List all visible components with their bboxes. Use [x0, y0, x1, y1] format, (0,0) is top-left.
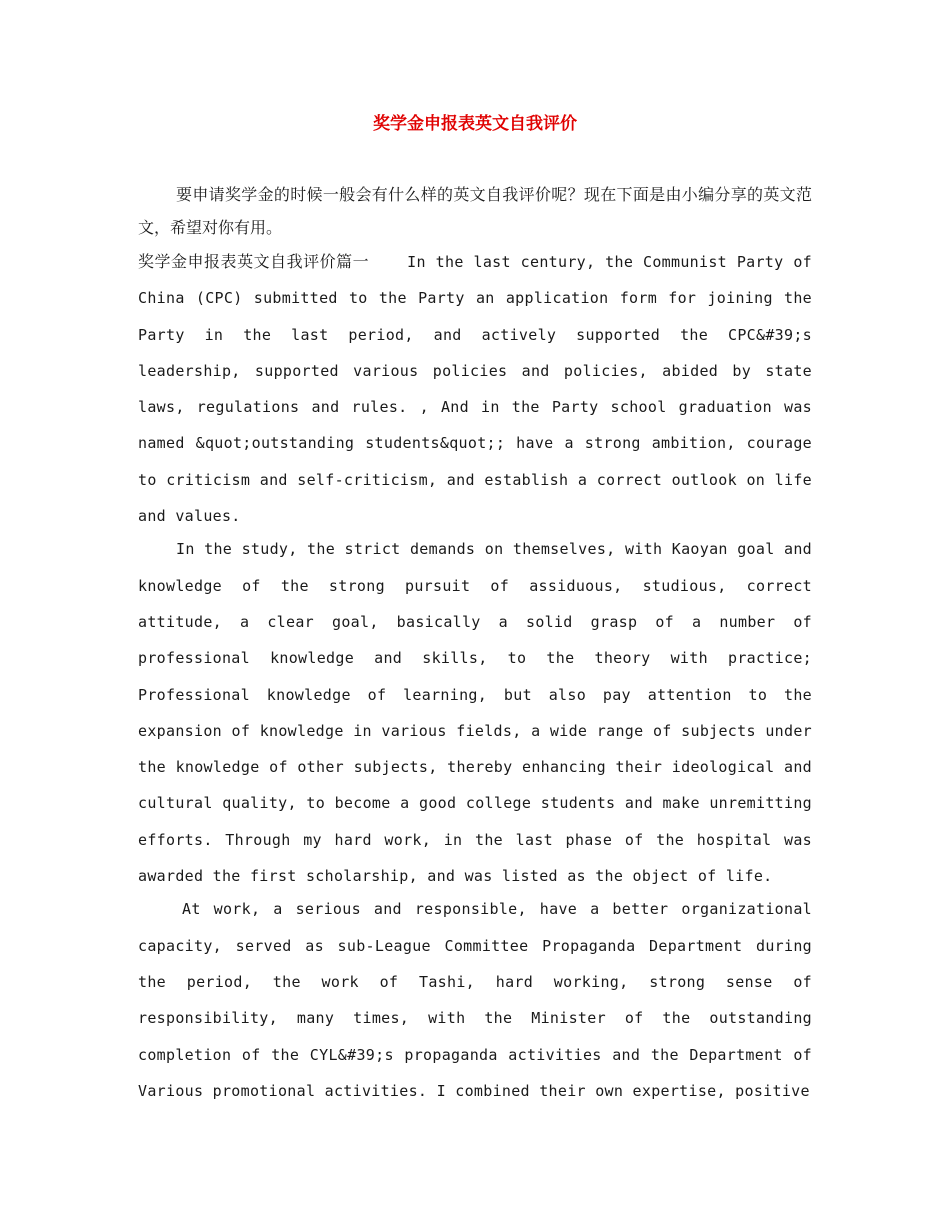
intro-paragraph: 要申请奖学金的时候一般会有什么样的英文自我评价呢？现在下面是由小编分享的英文范文，希望对你有用。: [138, 185, 812, 237]
body-paragraph-2: In the study, the strict demands on themselves, with Kaoyan goal and knowledge of the strong pursuit of assiduous, studious, correct attitude, a clear goal, basically a solid grasp of a number of professional knowledge and skills, to the theory with practice; Professional knowledge of learning, but also pay attention to the expansion of knowledge in various fields, a wide range of subjects under the knowledge of other subjects, thereby enhancing their ideological and cultural quality, to become a good college students and make unremitting efforts. Through my hard work, in the last phase of the hospital was awarded the first scholarship, and was listed as the object of life.: [138, 540, 812, 886]
document-title: 奖学金申报表英文自我评价: [373, 114, 577, 134]
section-heading: 奖学金申报表英文自我评价篇一: [138, 252, 370, 271]
body-paragraph-3: At work, a serious and responsible, have a better organizational capacity, served as sub-League Committee Propaganda Department during the period, the work of Tashi, hard working, strong sense of responsibility, many times, with the Minister of the outstanding completion of the CYL&#39;s propaganda activities and the Department of Various promotional activities. I combined their own expertise, positive: [138, 900, 812, 1100]
body-paragraph-1: [138, 244, 812, 534]
paragraph-1-text: In the last century, the Communist Party of China (CPC) submitted to the Party an application form for joining the Party in the last period, and actively supported the CPC&#39;s leadership, supported various policies and policies, abided by state laws, regulations and rules. , And in the Party school graduation was named &quot;outstanding students&quot;; have a strong ambition, courage to criticism and self-criticism, and establish a correct outlook on life and values.: [138, 253, 812, 526]
document-page: [138, 112, 812, 1109]
